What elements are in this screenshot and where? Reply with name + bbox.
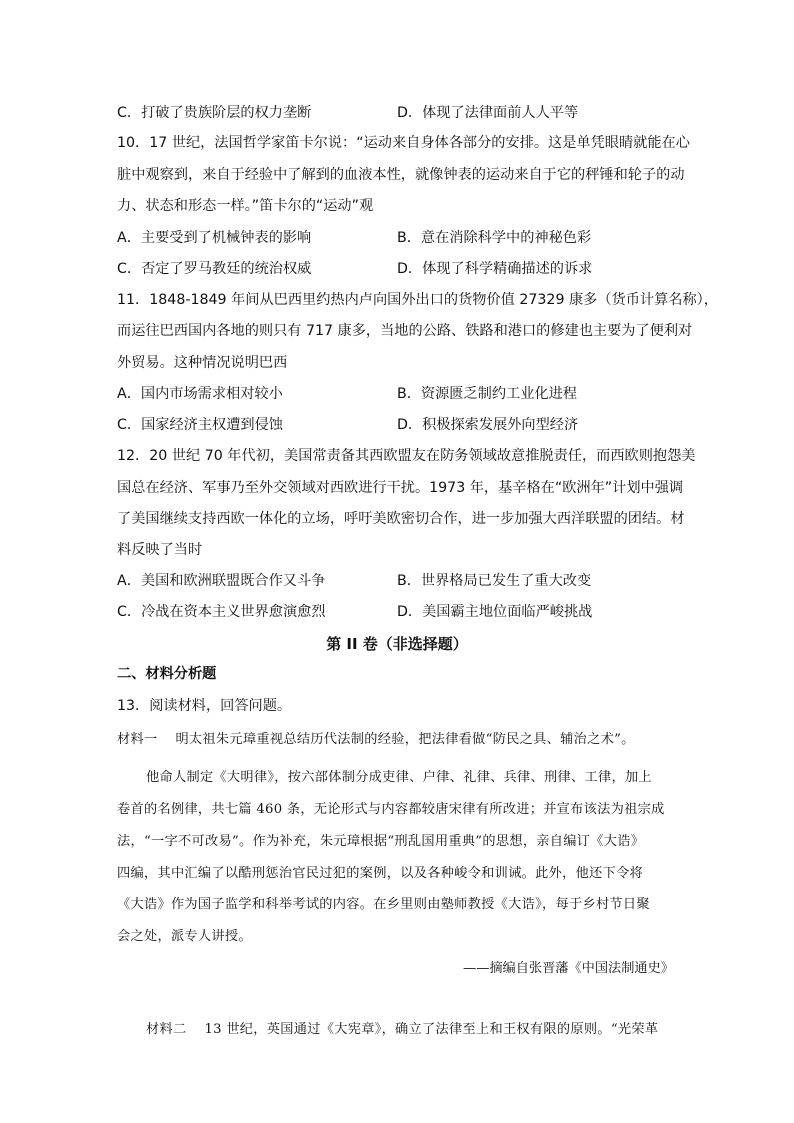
material1-first-line: 材料一 明太祖朱元璋重视总结历代法制的经验，把法律看做“防民之具、辅治之术”。: [117, 732, 635, 747]
q12-option-a: A．美国和欧洲联盟既合作又斗争: [117, 573, 326, 589]
q11-stem-line-3: 外贸易。这种情况说明巴西: [117, 355, 288, 371]
q10-option-b: B．意在消除科学中的神秘色彩: [397, 230, 592, 246]
material1-source: ——摘编自张晋藩《中国法制通史》: [463, 961, 674, 976]
q12-stem-line-4: 料反映了当时: [117, 542, 203, 558]
q12-option-c: C．冷战在资本主义世界愈演愈烈: [117, 604, 326, 620]
q9-option-d: D．体现了法律面前人人平等: [397, 105, 579, 121]
q10-stem-line-2: 脏中观察到，来自于经验中了解到的血液本性，就像钟表的运动来自于它的秤锤和轮子的动: [117, 167, 685, 183]
q11-stem-line-2: 而运往巴西国内各地的则只有 717 康多，当地的公路、铁路和港口的修建也主要为了便利对: [117, 323, 693, 339]
q11-option-b: B．资源匮乏制约工业化进程: [397, 386, 577, 402]
q11-stem-line-1: 11．1848-1849 年间从巴西里约热内卢向国外出口的货物价值 27329 康多（货币计算名称），: [117, 292, 718, 308]
material1-para-line-1: 他命人制定《大明律》，按六部体制分成吏律、户律、礼律、兵律、刑律、工律，加上: [146, 770, 652, 785]
section-heading: 二、材料分析题: [117, 666, 217, 682]
material1-para-line-6: 会之处，派专人讲授。: [117, 929, 252, 944]
q10-stem-line-3: 力、状态和形态一样。”笛卡尔的“运动”观: [117, 198, 374, 214]
material2-first-line: 材料二 13 世纪，英国通过《大宪章》，确立了法律至上和王权有限的原则。“光荣革: [146, 1022, 659, 1037]
q10-stem-line-1: 10．17 世纪，法国哲学家笛卡尔说：“运动来自身体各部分的安排。这是单凭眼睛就能在心: [117, 135, 690, 151]
q10-option-d: D．体现了科学精确描述的诉求: [397, 261, 593, 277]
part2-title: 第 II 卷（非选择题）: [326, 635, 468, 653]
q12-option-b: B．世界格局已发生了重大改变: [397, 573, 592, 589]
material1-para-line-3: 法，“一字不可改易”。作为补充，朱元璋根据“刑乱国用重典”的思想，亲自编订《大诰》: [117, 834, 645, 849]
q10-option-c: C．否定了罗马教廷的统治权威: [117, 261, 312, 277]
material1-para-line-4: 四编，其中汇编了以酷刑惩治官民过犯的案例，以及各种峻令和训诫。此外，他还下令将: [117, 866, 644, 881]
q12-option-d: D．美国霸主地位面临严峻挑战: [397, 604, 593, 620]
q13-stem: 13．阅读材料，回答问题。: [117, 698, 292, 714]
q11-option-c: C．国家经济主权遭到侵蚀: [117, 417, 283, 433]
q9-option-c: C．打破了贵族阶层的权力垄断: [117, 105, 312, 121]
q11-option-a: A．国内市场需求相对较小: [117, 386, 283, 402]
q10-option-a: A．主要受到了机械钟表的影响: [117, 230, 312, 246]
material1-para-line-2: 卷首的名例律，共七篇 460 条，无论形式与内容都较唐宋律有所改进；并宣布该法为祖宗成: [117, 802, 665, 817]
q12-stem-line-1: 12．20 世纪 70 年代初，美国常责备其西欧盟友在防务领域故意推脱责任，而西欧则抱怨美: [117, 448, 696, 464]
q12-stem-line-3: 了美国继续支持西欧一体化的立场，呼吁美欧密切合作，进一步加强大西洋联盟的团结。材: [117, 511, 685, 527]
q12-stem-line-2: 国总在经济、军事乃至外交领域对西欧进行干扰。1973 年，基辛格在“欧洲年”计划中强调: [117, 480, 684, 496]
material1-para-line-5: 《大诰》作为国子监学和科举考试的内容。在乡里则由塾师教授《大诰》，每于乡村节日聚: [117, 897, 650, 912]
q11-option-d: D．积极探索发展外向型经济: [397, 417, 579, 433]
